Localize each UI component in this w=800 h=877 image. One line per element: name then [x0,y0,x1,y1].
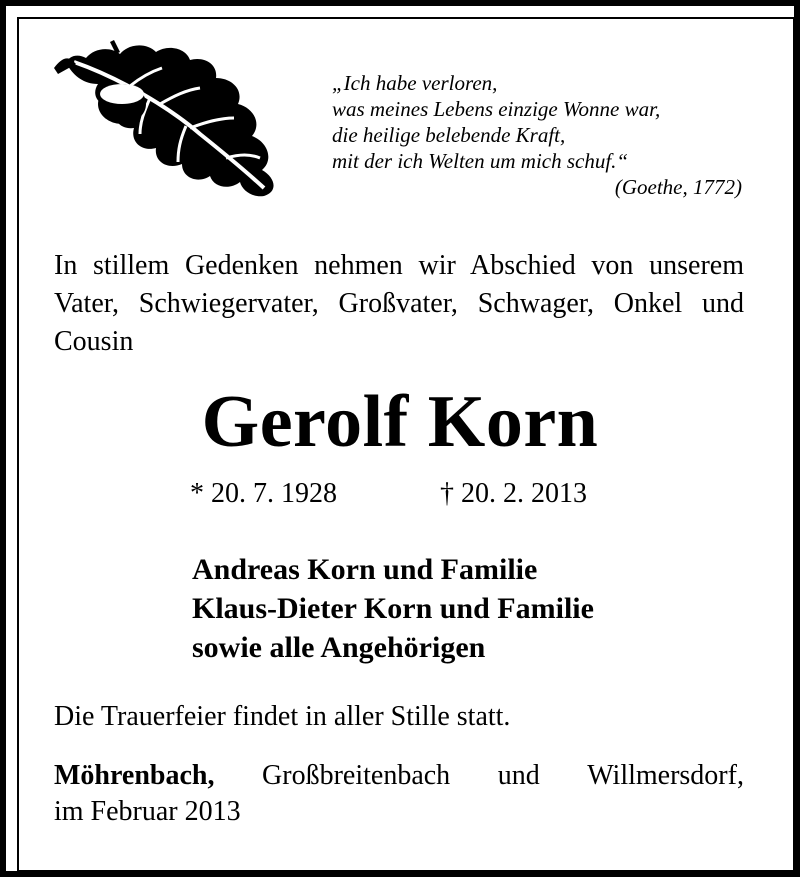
deceased-name: Gerolf Korn [201,381,599,463]
birth-date: * 20. 7. 1928 [190,478,337,509]
closing-place-date [54,758,744,830]
intro-text: In stillem Gedenken nehmen wir Abschied von unserem Vater, Schwiegervater, Großvater, Schwager, Onkel und Cousin [54,250,744,357]
oak-leaf-icon [50,38,300,198]
date-line: im Februar 2013 [54,796,241,827]
quote-line: die heilige belebende Kraft, [332,123,566,147]
quote-line: was meines Lebens einzige Wonne war, [332,97,661,121]
mourners-list [192,550,594,667]
place-name: Großbreitenbach [262,760,451,791]
ceremony-note: Die Trauerfeier findet in aller Stille statt. [54,701,511,732]
goethe-quote [332,70,752,200]
place-bold: Möhrenbach, [54,760,215,791]
death-date: † 20. 2. 2013 [440,478,587,509]
quote-line: „Ich habe verloren, [332,71,498,95]
place-name: Willmersdorf, [587,760,744,791]
mourner-line: Klaus-Dieter Korn und Familie [192,592,594,625]
places-line [54,758,744,794]
quote-source: (Goethe, 1772) [614,175,742,199]
place-conjunction: und [497,760,540,791]
mourner-line: sowie alle Angehörigen [192,631,486,664]
quote-line: mit der ich Welten um mich schuf.“ [332,149,629,173]
mourner-line: Andreas Korn und Familie [192,553,538,586]
